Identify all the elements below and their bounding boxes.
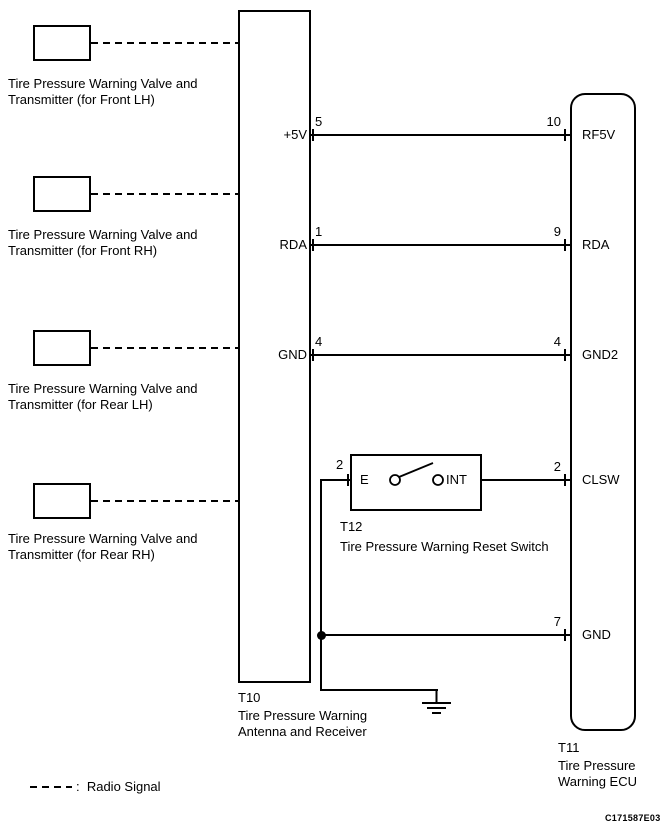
- radio-signal-dashed-line-rear-lh: [91, 347, 238, 349]
- pin-label-t11-gnd2: GND2: [582, 347, 619, 362]
- pin-tick-switch-2: [347, 474, 349, 486]
- transmitter-box-rear-lh: [33, 330, 91, 366]
- transmitter-label-rear-lh-line1: Tire Pressure Warning Valve and: [8, 381, 198, 396]
- transmitter-label-rear-rh-line1: Tire Pressure Warning Valve and: [8, 531, 198, 546]
- transmitter-box-front-rh: [33, 176, 91, 212]
- pin-tick-t11-clsw: [564, 474, 566, 486]
- transmitter-box-rear-rh: [33, 483, 91, 519]
- ground-symbol: [420, 690, 453, 717]
- wire-rda: [311, 244, 570, 246]
- pin-tick-t10-rda: [312, 239, 314, 251]
- doc-code: C171587E03: [605, 813, 661, 823]
- switch-terminal-e-label: E: [360, 472, 369, 487]
- transmitter-label-front-lh-line2: Transmitter (for Front LH): [8, 92, 155, 107]
- pin-number-t11-2: 2: [553, 459, 561, 474]
- transmitter-label-front-rh-line2: Transmitter (for Front RH): [8, 243, 158, 258]
- pin-label-t10-rda: RDA: [279, 237, 307, 252]
- pin-label-t11-clsw: CLSW: [582, 472, 620, 487]
- transmitter-box-front-lh: [33, 25, 91, 61]
- pin-tick-t11-rda: [564, 239, 566, 251]
- receiver-name-line2: Antenna and Receiver: [238, 724, 367, 739]
- pin-number-t11-9: 9: [553, 224, 561, 239]
- legend-label: : Radio Signal: [76, 779, 161, 794]
- pin-label-t10-gnd: GND: [278, 347, 307, 362]
- wire-gnd: [321, 634, 570, 636]
- switch-lever: [399, 463, 433, 477]
- legend-dashed-line: [30, 786, 72, 788]
- pin-tick-t11-gnd: [564, 629, 566, 641]
- receiver-name-line1: Tire Pressure Warning: [238, 708, 368, 723]
- pin-number-t11-7: 7: [553, 614, 561, 629]
- transmitter-label-front-rh-line1: Tire Pressure Warning Valve and: [8, 227, 198, 242]
- pin-number-switch-2: 2: [336, 457, 344, 472]
- switch-terminal-int-contact: [433, 475, 443, 485]
- ecu-id-label: T11: [558, 740, 580, 755]
- receiver-id-label: T10: [238, 690, 261, 705]
- transmitter-label-rear-lh-line2: Transmitter (for Rear LH): [8, 397, 153, 412]
- switch-terminal-e-contact: [390, 475, 400, 485]
- ecu-name-line1: Tire Pressure: [558, 758, 636, 773]
- pin-tick-t10-5v: [312, 129, 314, 141]
- pin-label-t11-rda: RDA: [582, 237, 610, 252]
- pin-tick-t11-rf5v: [564, 129, 566, 141]
- pin-tick-t10-gnd: [312, 349, 314, 361]
- junction-dot: [317, 631, 326, 640]
- wire-gnd2: [311, 354, 570, 356]
- transmitter-label-rear-rh-line2: Transmitter (for Rear RH): [8, 547, 155, 562]
- pin-number-t10-5: 5: [315, 114, 323, 129]
- wire-ground-vertical: [320, 479, 322, 691]
- reset-switch-name: Tire Pressure Warning Reset Switch: [340, 539, 549, 554]
- wire-5v: [311, 134, 570, 136]
- reset-switch-id-label: T12: [340, 519, 363, 534]
- radio-signal-dashed-line-rear-rh: [91, 500, 238, 502]
- pin-number-t10-1: 1: [315, 224, 323, 239]
- radio-signal-dashed-line-front-lh: [91, 42, 238, 44]
- pin-number-t11-10: 10: [546, 114, 561, 129]
- pin-number-t10-4: 4: [315, 334, 323, 349]
- pin-label-t11-gnd: GND: [582, 627, 611, 642]
- transmitter-label-front-lh-line1: Tire Pressure Warning Valve and: [8, 76, 198, 91]
- ecu-name-line2: Warning ECU: [558, 774, 637, 789]
- pin-label-t11-rf5v: RF5V: [582, 127, 616, 142]
- pin-label-t10-5v: +5V: [283, 127, 307, 142]
- pin-number-t11-4: 4: [553, 334, 561, 349]
- pin-tick-t11-gnd2: [564, 349, 566, 361]
- switch-terminal-int-label: INT: [446, 472, 467, 487]
- radio-signal-dashed-line-front-rh: [91, 193, 238, 195]
- wire-clsw: [482, 479, 570, 481]
